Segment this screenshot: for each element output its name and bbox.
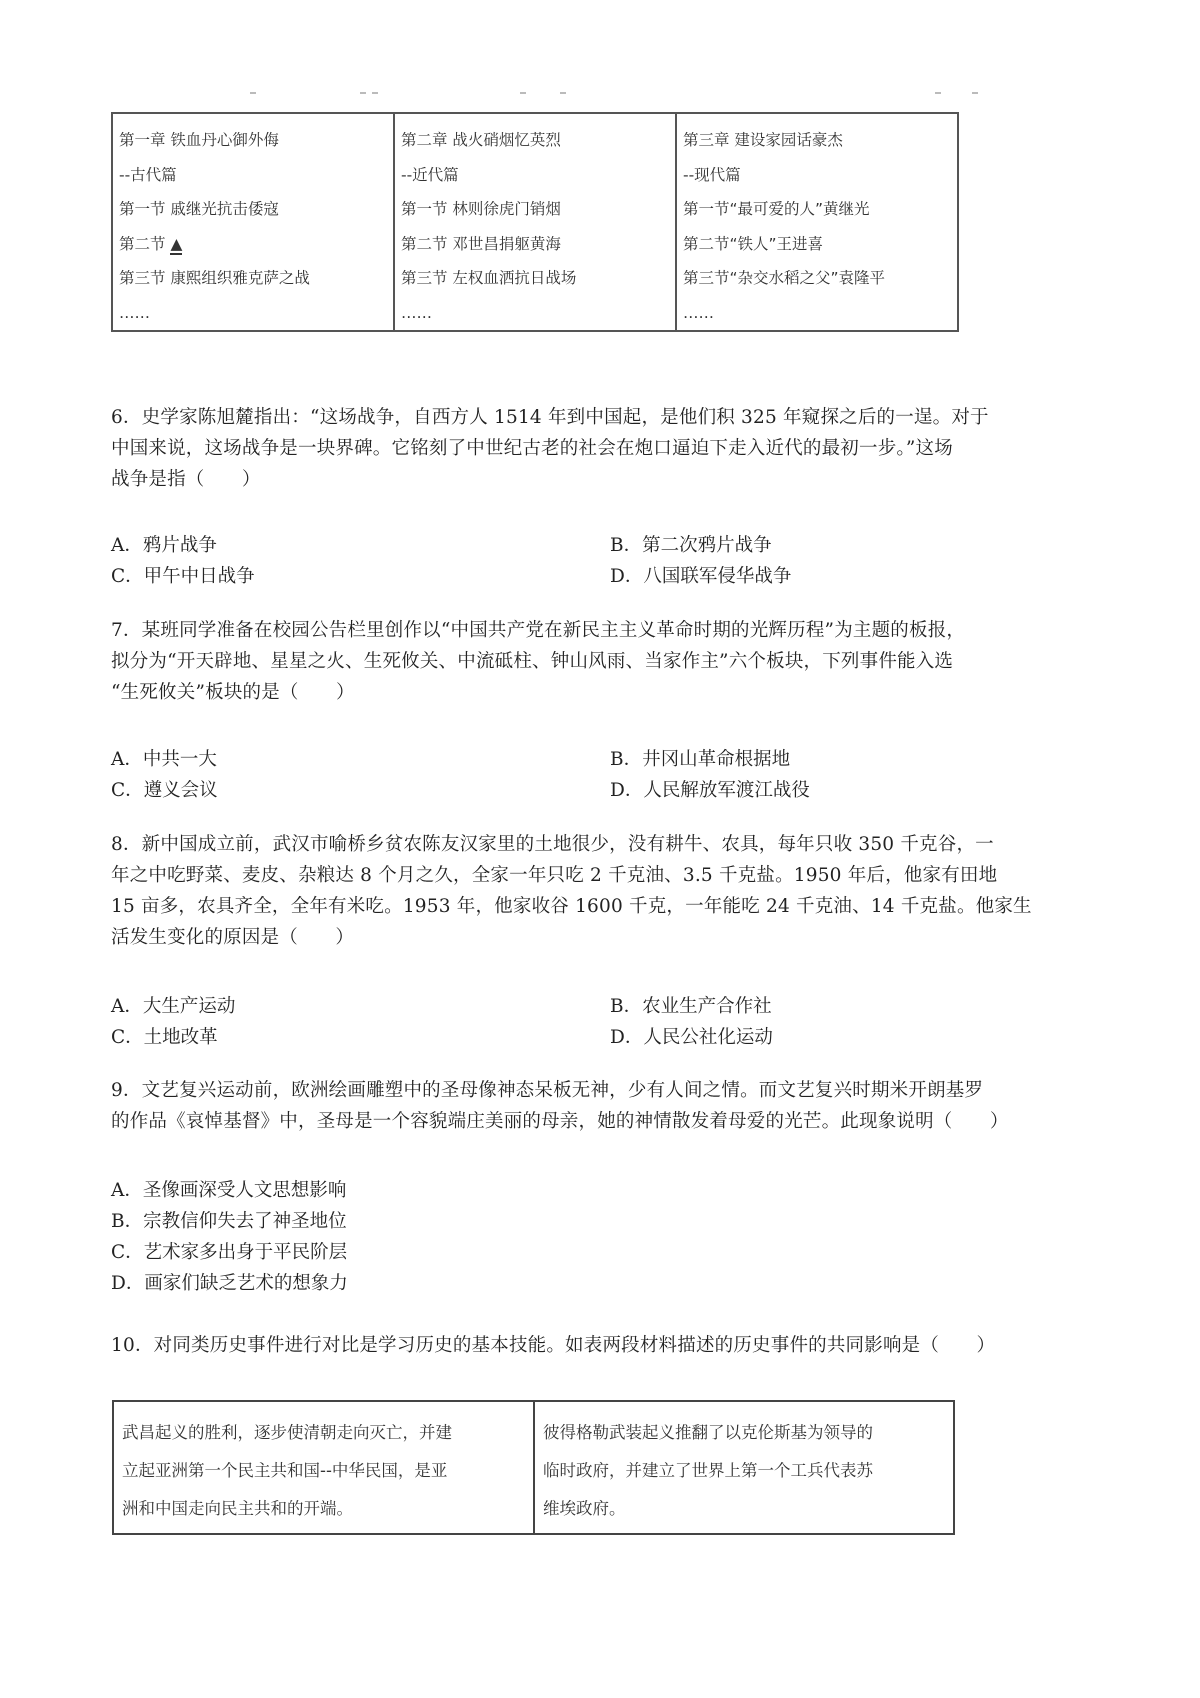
- chapter-column-3: [677, 114, 957, 330]
- option-a[interactable]: A．圣像画深受人文思想影响: [111, 1180, 347, 1201]
- ellipsis: ……: [119, 303, 150, 322]
- material-line: 立起亚洲第一个民主共和国--中华民国，是亚: [122, 1461, 448, 1480]
- option-d[interactable]: D．人民公社化运动: [610, 1027, 773, 1048]
- material-line: 武昌起义的胜利，逐步使清朝走向灭亡，并建: [122, 1423, 452, 1442]
- question-6-options: [111, 530, 1011, 592]
- section-1: 第一节 林则徐虎门销烟: [401, 200, 561, 218]
- option-a[interactable]: A．中共一大: [111, 749, 217, 770]
- material-line: 洲和中国走向民主共和的开端。: [122, 1499, 353, 1518]
- option-d[interactable]: D．八国联军侵华战争: [610, 566, 792, 587]
- option-a[interactable]: A．大生产运动: [111, 996, 236, 1017]
- chapter-title: 第三章 建设家园话豪杰: [683, 131, 843, 149]
- option-b[interactable]: B．农业生产合作社: [610, 996, 772, 1017]
- question-7-options: [111, 744, 1011, 806]
- question-line: 的作品《哀悼基督》中，圣母是一个容貌端庄美丽的母亲，她的神情散发着母爱的光芒。此现象说明（ ）: [111, 1111, 1009, 1132]
- option-a[interactable]: A．鸦片战争: [111, 535, 217, 556]
- section-1: 第一节“最可爱的人”黄继光: [683, 200, 870, 218]
- question-line: 中国来说，这场战争是一块界碑。它铭刻了中世纪古老的社会在炮口逼迫下走入近代的最初一步。”这场: [111, 438, 953, 459]
- section-2-label: 第二节: [119, 234, 166, 253]
- material-line: 临时政府，并建立了世界上第一个工兵代表苏: [543, 1461, 873, 1480]
- material-line: 彼得格勒武装起义推翻了以克伦斯基为领导的: [543, 1423, 873, 1442]
- chapter-era: --现代篇: [683, 165, 741, 184]
- comparison-table: [112, 1400, 955, 1535]
- ellipsis: ……: [401, 303, 432, 322]
- question-line: 拟分为“开天辟地、星星之火、生死攸关、中流砥柱、钟山风雨、当家作主”六个板块，下列事件能入选: [111, 651, 954, 672]
- option-b[interactable]: B．第二次鸦片战争: [610, 535, 772, 556]
- section-1: 第一节 戚继光抗击倭寇: [119, 200, 279, 218]
- question-8-options: [111, 991, 1011, 1053]
- chapter-title: 第二章 战火硝烟忆英烈: [401, 131, 561, 149]
- question-line: 年之中吃野菜、麦皮、杂粮达 8 个月之久，全家一年只吃 2 千克油、3.5 千克盐。1950 年后，他家有田地: [111, 865, 998, 886]
- chapter-era: --近代篇: [401, 165, 459, 184]
- chapter-era: --古代篇: [119, 165, 177, 184]
- question-line: 活发生变化的原因是（ ）: [111, 927, 355, 948]
- option-c[interactable]: C．甲午中日战争: [111, 566, 255, 587]
- question-line: 9．文艺复兴运动前，欧洲绘画雕塑中的圣母像神态呆板无神，少有人间之情。而文艺复兴时期米开朗基罗: [111, 1080, 984, 1101]
- question-7: [111, 615, 1091, 708]
- option-b[interactable]: B．井冈山革命根据地: [610, 749, 791, 770]
- option-c[interactable]: C．遵义会议: [111, 780, 218, 801]
- material-line: 维埃政府。: [543, 1499, 626, 1518]
- option-c[interactable]: C．土地改革: [111, 1027, 218, 1048]
- question-line: 10．对同类历史事件进行对比是学习历史的基本技能。如表两段材料描述的历史事件的共同影响是（ ）: [111, 1335, 996, 1356]
- question-line: 7．某班同学准备在校园公告栏里创作以“中国共产党在新民主主义革命时期的光辉历程”为主题的板报，: [111, 620, 966, 641]
- section-3: 第三节“杂交水稻之父”袁隆平: [683, 269, 886, 287]
- blank-triangle-mark: ▲: [170, 234, 183, 253]
- option-b[interactable]: B．宗教信仰失去了神圣地位: [111, 1211, 347, 1232]
- option-d[interactable]: D．画家们缺乏艺术的想象力: [111, 1273, 348, 1294]
- question-9-options: [111, 1175, 1011, 1299]
- question-line: 6．史学家陈旭麓指出：“这场战争，自西方人 1514 年到中国起，是他们积 325 年窥探之后的一逞。对于: [111, 407, 989, 428]
- question-line: 战争是指（ ）: [111, 469, 261, 490]
- ellipsis: ……: [683, 303, 714, 322]
- question-9: [111, 1075, 1091, 1137]
- section-3: 第三节 康熙组织雅克萨之战: [119, 269, 310, 287]
- option-c[interactable]: C．艺术家多出身于平民阶层: [111, 1242, 348, 1263]
- chapter-column-2: [395, 114, 677, 330]
- chapter-outline-table: [111, 112, 959, 332]
- scan-artifact: [0, 92, 1200, 102]
- question-line: “生死攸关”板块的是（ ）: [111, 682, 355, 703]
- chapter-column-1: [113, 114, 395, 330]
- question-line: 15 亩多，农具齐全，全年有米吃。1953 年，他家收谷 1600 千克，一年能吃 24 千克油、14 千克盐。他家生: [111, 896, 1032, 917]
- section-2: [119, 232, 393, 267]
- question-line: 8．新中国成立前，武汉市喻桥乡贫农陈友汉家里的土地很少，没有耕牛、农具，每年只收 350 千克谷，一: [111, 834, 994, 855]
- question-8: [111, 829, 1091, 953]
- question-10: [111, 1330, 1091, 1361]
- material-right: [535, 1402, 953, 1533]
- option-d[interactable]: D．人民解放军渡江战役: [610, 780, 810, 801]
- section-3: 第三节 左权血洒抗日战场: [401, 269, 577, 287]
- material-left: [114, 1402, 535, 1533]
- section-2: 第二节 邓世昌捐躯黄海: [401, 234, 561, 253]
- chapter-title: 第一章 铁血丹心御外侮: [119, 131, 279, 149]
- question-6: [111, 402, 1091, 495]
- section-2: 第二节“铁人”王进喜: [683, 234, 824, 253]
